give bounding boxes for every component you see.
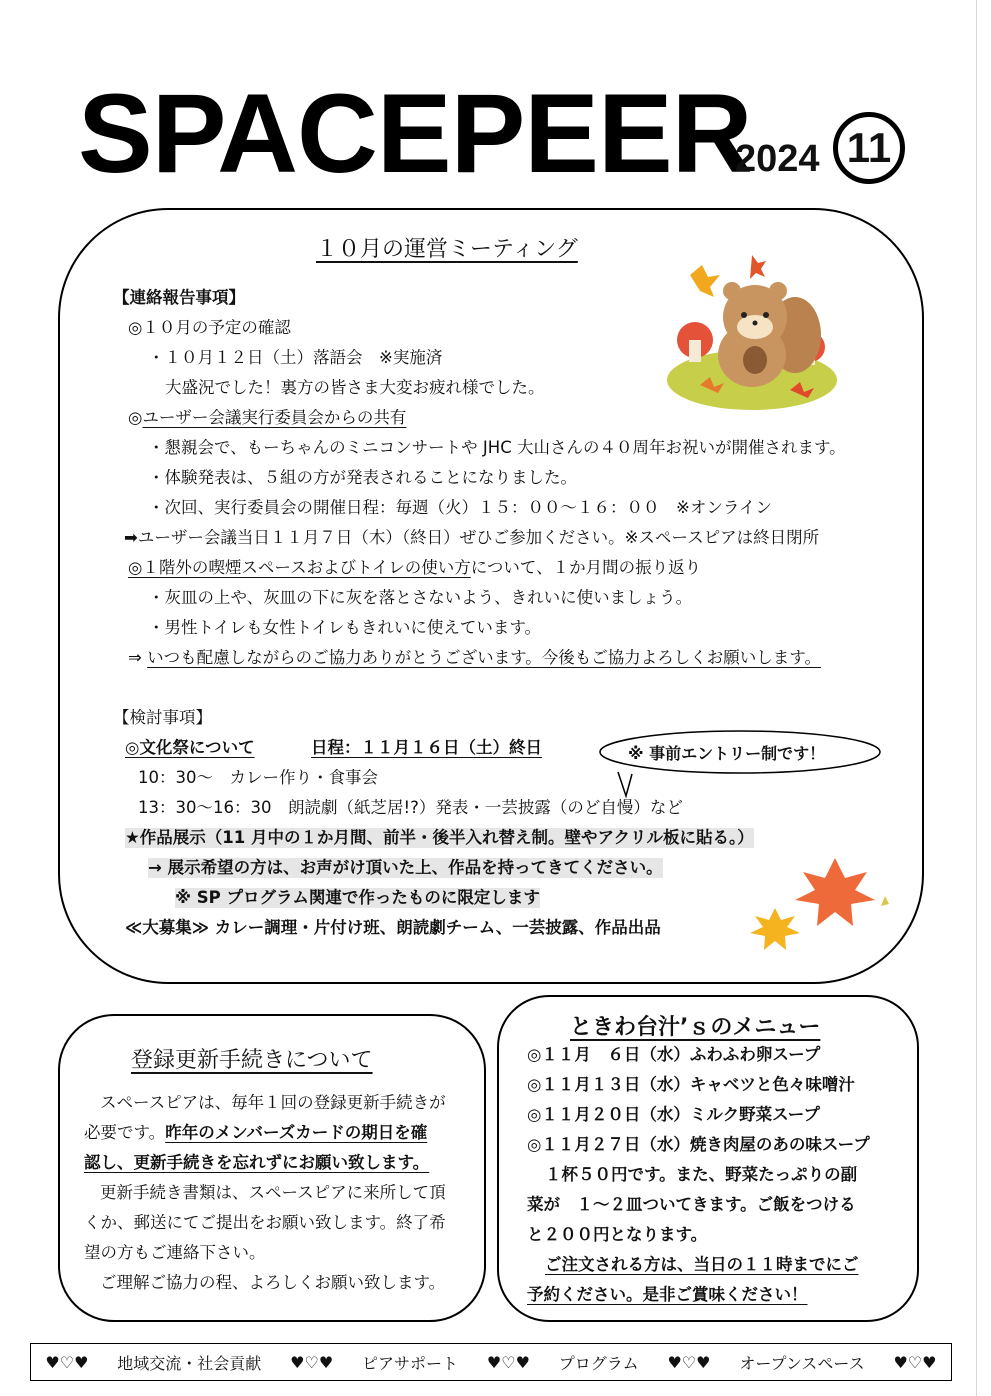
culture-festival-title: ◎文化祭について (125, 738, 255, 757)
heart-icon: ♥♡♥ (290, 1352, 334, 1372)
report-line: ➡ユーザー会議当日１１月７日（木）（終日）ぜひご参加ください。※スペースピアは終日閉所 (124, 528, 820, 547)
report-line: ・男性トイレも女性トイレもきれいに使えています。 (148, 618, 542, 637)
menu-line: ◎１１月１３日（水）キャベツと色々味噌汁 (527, 1075, 855, 1094)
report-line: ・体験発表は、５組の方が発表されることになりました。 (148, 468, 577, 487)
speech-bubble-text: ※ 事前エントリー制です！ (628, 744, 826, 763)
menu-heading: ときわ台汁’ｓのメニュー (570, 1015, 821, 1040)
menu-line: ご注文される方は、当日の１１時までにご (545, 1255, 859, 1274)
menu-line: ◎１１月 ６日（水）ふわふわ卵スープ (527, 1045, 821, 1064)
renewal-heading: 登録更新手続きについて (131, 1048, 373, 1073)
report-line: ・１０月１２日（土）落語会 ※実施済 (148, 348, 443, 367)
festival-item: ※ SP プログラム関連で作ったものに限定します (175, 888, 540, 907)
report-line: ◎１０月の予定の確認 (128, 318, 291, 337)
report-line (128, 648, 821, 668)
issue-number-badge: 11 (833, 112, 905, 184)
renewal-line: ご理解ご協力の程、よろしくお願い致します。 (100, 1273, 446, 1292)
festival-item: 13：30～16：30 朗読劇（紙芝居!?）発表・一芸披露（のど自慢）など (138, 798, 683, 817)
menu-line: ◎１１月２７日（水）焼き肉屋のあの味スープ (527, 1135, 870, 1154)
footer-item: 地域交流・社会貢献 (117, 1353, 262, 1373)
menu-line: ◎１１月２０日（水）ミルク野菜スープ (527, 1105, 820, 1124)
report-line-underlined: ユーザー会議実行委員会からの共有 (142, 408, 407, 427)
report-line: ・次回、実行委員会の開催日程：毎週（火）１５：００～１６：００ ※オンライン (148, 498, 772, 517)
culture-festival-schedule: 日程：１１月１６日（土）終日 (311, 738, 542, 757)
report-line (128, 408, 406, 428)
newsletter-title: SPACEPEER (78, 71, 752, 196)
renewal-line-plain: 必要です。 (84, 1123, 166, 1142)
heart-icon: ♥♡♥ (45, 1352, 89, 1372)
heart-icon: ♥♡♥ (893, 1352, 937, 1372)
report-line-rest: について、１か月間の振り返り (470, 558, 702, 577)
menu-line: 予約ください。是非ご賞味ください！ (527, 1285, 808, 1304)
report-line: ・灰皿の上や、灰皿の下に灰を落とさないよう、きれいに使いましょう。 (148, 588, 693, 607)
maple-leaves-illustration (745, 848, 905, 958)
report-label: 【連絡報告事項】 (113, 288, 245, 307)
renewal-line: くか、郵送にてご提出をお願い致します。終了希 (84, 1213, 446, 1232)
footer-item: ピアサポート (362, 1353, 459, 1373)
report-line-underlined: ◎１階外の喫煙スペースおよびトイレの使い方 (128, 558, 471, 577)
footer-item: プログラム (558, 1353, 639, 1373)
page-edge-line (976, 0, 977, 1396)
renewal-line: スペースピアは、毎年１回の登録更新手続きが (100, 1093, 446, 1112)
footer-bar (30, 1343, 952, 1381)
festival-item: ≪大募集≫ カレー調理・片付け班、朗読劇チーム、一芸披露、作品出品 (125, 918, 661, 937)
speech-bubble-tail (598, 770, 638, 800)
renewal-line-emphasis: 昨年のメンバーズカードの期日を確 (165, 1123, 428, 1142)
renewal-line: 望の方もご連絡下さい。 (84, 1243, 266, 1262)
report-line: 大盛況でした！裏方の皆さま大変お疲れ様でした。 (165, 378, 545, 397)
heart-icon: ♥♡♥ (486, 1352, 530, 1372)
report-line: ・懇親会で、もーちゃんのミニコンサートや JHC 大山さんの４０周年お祝いが開催されます。 (148, 438, 846, 457)
menu-line: と２００円となります。 (527, 1225, 708, 1244)
report-line-mark: ⇒ (128, 648, 148, 667)
festival-item: ★作品展示（11 月中の１か月間、前半・後半入れ替え制。壁やアクリル板に貼る。） (125, 828, 754, 847)
newsletter-year: 2024 (735, 138, 820, 180)
squirrel-illustration (660, 255, 840, 415)
report-line-underlined: いつも配慮しながらのご協力ありがとうございます。今後もご協力よろしくお願いします。 (147, 648, 821, 667)
meeting-heading: １０月の運営ミーティング (316, 237, 578, 262)
heart-icon: ♥♡♥ (667, 1352, 711, 1372)
menu-line: １杯５０円です。また、野菜たっぷりの副 (545, 1165, 858, 1184)
renewal-line-emphasis: 認し、更新手続きを忘れずにお願い致します。 (84, 1153, 430, 1172)
festival-item: 10：30～ カレー作り・食事会 (138, 768, 378, 787)
festival-item: → 展示希望の方は、お声がけ頂いた上、作品を持ってきてください。 (148, 858, 663, 877)
report-line (128, 558, 701, 578)
footer-item: オープンスペース (739, 1353, 865, 1373)
renewal-line: 更新手続き書類は、スペースピアに来所して頂 (100, 1183, 446, 1202)
renewal-line (84, 1123, 427, 1143)
menu-line: 菜が １～２皿ついてきます。ご飯をつける (527, 1195, 856, 1214)
review-label: 【検討事項】 (113, 708, 212, 727)
report-line-mark: ◎ (128, 408, 143, 427)
